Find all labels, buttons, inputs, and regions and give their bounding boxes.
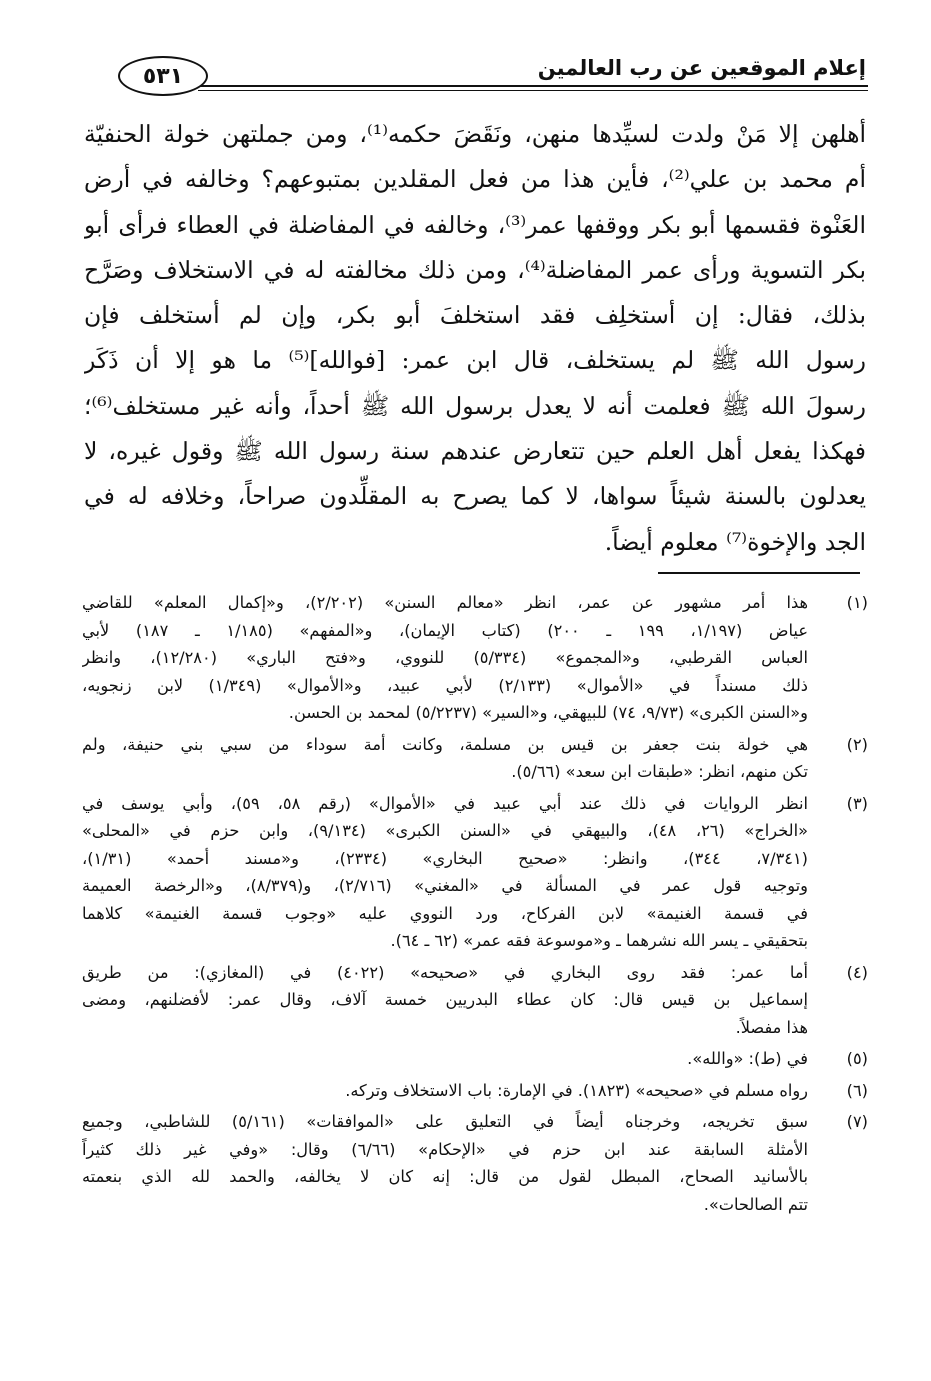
footnote-line: في (ط): «والله».	[687, 1049, 808, 1068]
footnote-line: الأمثلة السابقة عند ابن حزم في «الإحكام» (٦/٦٦) وقال: «وفي غير ذلك كثيراً	[82, 1139, 808, 1159]
footnote-line: هي خولة بنت جعفر بن قيس بن مسلمة، وكانت أمة سوداء من سبي بني حنيفة، ولم	[82, 734, 808, 754]
footnote-text	[82, 1108, 808, 1218]
footnote-line: انظر الروايات في ذلك عند أبي عبيد في «الأموال» (رقم ٥٨، ٥٩)، وأبي يوسف في	[82, 793, 808, 813]
page-header	[78, 52, 868, 102]
footnote	[82, 1045, 866, 1073]
footnote-line: أما عمر: فقد روى البخاري في «صحيحه» (٤٠٢٢) في (المغازي): من طريق	[82, 962, 808, 982]
header-rule	[198, 85, 868, 87]
text-line: أم محمد بن علي⁽²⁾، فأين هذا من فعل المقلدين بمتبوعهم؟ وخالفه في أرض	[84, 165, 866, 194]
footnote-text	[82, 790, 808, 955]
footnote-line: ذلك مسنداً في «الأموال» (٢/١٣٣) لأبي عبيد، و«الأموال» (١/٣٤٩) لابن زنجويه،	[82, 675, 808, 695]
page-number: ٥٣١	[118, 56, 208, 96]
footnote	[82, 589, 866, 727]
footnote-line: رواه مسلم في «صحيحه» (١٨٢٣). في الإمارة: باب الاستخلاف وتركه.	[345, 1080, 808, 1100]
footnote-number: (٤)	[846, 962, 868, 982]
footnote-line: وتوجيه قول عمر في المسألة في «المغني» (٢/٧١٦)، و(٨/٣٧٩)، و«الرخصة العميمة	[82, 876, 808, 895]
footnote	[82, 1077, 866, 1105]
footnote-line: هذا أمر مشهور عن عمر، انظر «معالم السنن» (٢/٢٠٢)، و«إكمال المعلم» للقاضي	[82, 593, 808, 612]
text-line: رسولَ الله ﷺ فعلمت أنه لا يعدل برسول الله ﷺ أحداً، وأنه غير مستخلف⁽⁶⁾؛	[84, 391, 866, 420]
footnote-line: بالأسانيد الصحاح، المبطل لقول من قال: إنه كان لا يخالفه، والحمد لله الذي بنعمته	[82, 1167, 808, 1186]
footnote-line: تكن منهم، انظر: «طبقات ابن سعد» (٥/٦٦).	[511, 762, 808, 781]
footnote-line: (٧/٣٤١، ٣٤٤)، وانظر: «صحيح البخاري» (٢٣٣٤)، و«مسند أحمد» (١/٣١)،	[82, 848, 808, 868]
text-line: بكر التسوية ورأى عمر المفاضلة⁽⁴⁾، ومن ذلك مخالفته له في الاستخلاف وصَرَّح	[84, 255, 866, 284]
footnote-line: هذا مفصلاً.	[735, 1017, 808, 1037]
footnote-text	[82, 959, 808, 1042]
footnote-number: (٣)	[846, 793, 868, 813]
footnote-line: و«السنن الكبرى» (٩/٧٣، ٧٤) للبيهقي، و«السير» (٥/٢٢٣٧) لمحمد بن الحسن.	[288, 703, 808, 722]
text-line: رسول الله ﷺ لم يستخلف، قال ابن عمر: [فوالله]⁽⁵⁾ ما هو إلا أن ذَكَر	[84, 346, 866, 375]
footnote-line: العباس القرطبي، و«المجموع» (٥/٣٣٤) للنووي، و«فتح الباري» (١٢/٢٨٠)، وانظر	[82, 648, 808, 667]
footnote-number: (٥)	[846, 1049, 868, 1068]
text-line: فهكذا يفعل أهل العلم حين تتعارض عندهم سنة رسول الله ﷺ وقول غيره، لا	[84, 437, 866, 466]
footnote-line: بتحقيقي ـ يسر الله نشرهما ـ و«موسوعة فقه عمر» (٦٢ ـ ٦٤).	[390, 931, 808, 950]
footnote-text	[82, 1077, 808, 1105]
footnote-number: (١)	[846, 593, 868, 612]
footnote-text	[82, 589, 808, 727]
text-line: بذلك، فقال: إن أستخلِف فقد استخلفَ أبو بكر، وإن لم أستخلف فإن	[84, 301, 866, 330]
footnote	[82, 959, 866, 1042]
header-rule-thin	[198, 90, 868, 91]
footnote-number: (٢)	[846, 734, 868, 754]
footnote-line: إسماعيل بن قيس قال: كان عطاء البدريين خمسة آلاف، وقال عمر: لأفضلنهم، ومضى	[82, 990, 808, 1009]
footnote-line: عياض (١/١٩٧، ١٩٩ ـ ٢٠٠) (كتاب الإيمان)، و«المفهم» (١/١٨٥ ـ ١٨٧) لأبي	[82, 620, 808, 640]
footnote-line: في قسمة الغنيمة» لابن الفركاح، ورد النووي عليه «وجوب قسمة الغنيمة» كلاهما	[82, 903, 808, 923]
footnote	[82, 1108, 866, 1218]
footnote-text	[82, 1045, 808, 1073]
running-title: إعلام الموقعين عن رب العالمين	[537, 56, 866, 80]
footnote-number: (٦)	[846, 1080, 868, 1100]
footnotes	[82, 589, 866, 1222]
footnote-line: سبق تخريجه، وخرجناه أيضاً في التعليق على «الموافقات» (٥/١٦١) للشاطبي، وجميع	[82, 1112, 808, 1131]
main-text	[84, 112, 866, 567]
footnote-line: تتم الصالحات».	[703, 1194, 808, 1214]
text-line: أهلهن إلا مَنْ ولدت لسيِّدها منهن، ونَقَضَ حكمه⁽¹⁾، ومن جملتهن خولة الحنفيّة	[84, 120, 866, 148]
text-line: الجد والإخوة⁽⁷⁾ معلوم أيضاً.	[604, 527, 866, 556]
footnote	[82, 790, 866, 955]
footnote	[82, 731, 866, 786]
text-line: العَنْوة فقسمها أبو بكر ووقفها عمر⁽³⁾، وخالفه في المفاضلة في العطاء فرأى أبو	[84, 210, 866, 239]
text-line: يعدلون بالسنة شيئاً سواها، لا كما يصرح به المقلِّدون صراحاً، وخلافه له في	[84, 482, 866, 511]
footnote-number: (٧)	[846, 1112, 868, 1131]
footnote-line: «الخراج» (٢٦، ٤٨)، والبيهقي في «السنن الكبرى» (٩/١٣٤)، وابن حزم في «المحلى»	[82, 821, 808, 840]
footnote-text	[82, 731, 808, 786]
footnote-separator	[658, 572, 860, 574]
